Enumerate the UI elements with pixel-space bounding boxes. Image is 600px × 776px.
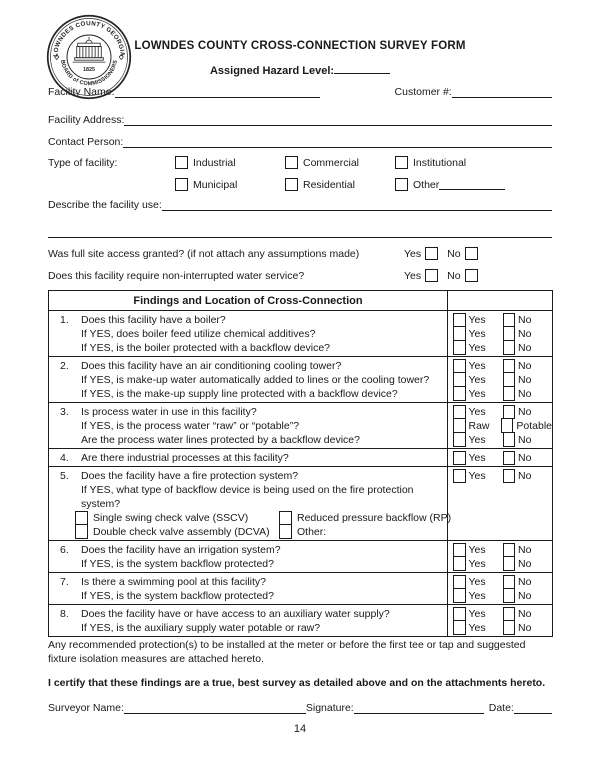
table-row: 1. Does this facility have a boiler? If YES, does boiler feed utilize chemical additives? If YES, is the boiler protected with a backflow device? Yes No Yes No Yes No	[49, 311, 553, 357]
certification-statement: I certify that these findings are a true, best survey as detailed above and on the attachments hereto.	[48, 677, 546, 689]
checkbox-yes[interactable]	[453, 432, 466, 447]
question-number: 1.	[60, 313, 69, 326]
courthouse-icon	[73, 37, 106, 62]
question-text: If YES, is the make-up supply line protected with a backflow device?	[81, 387, 398, 400]
checkbox-municipal[interactable]	[175, 178, 188, 191]
table-row: 3. Is process water in use in this facility? If YES, is the process water “raw” or “potable”? Are the process water lines protected by a backflow device? Yes No Raw Potable Yes No	[49, 403, 553, 449]
checkbox-yes[interactable]	[453, 340, 466, 355]
question-text: If YES, is the boiler protected with a backflow device?	[81, 341, 331, 354]
site-access-question	[48, 247, 552, 260]
checkbox-yes[interactable]	[453, 313, 466, 328]
signature-row	[48, 702, 552, 714]
checkbox-no[interactable]	[503, 432, 516, 447]
page-number: 14	[293, 722, 307, 735]
signature-input[interactable]	[354, 702, 484, 714]
describe-use-row	[48, 199, 552, 211]
describe-use-input[interactable]	[162, 199, 552, 211]
question-text: If YES, does boiler feed utilize chemical additives?	[81, 327, 316, 340]
table-row: 2. Does this facility have an air conditioning cooling tower? If YES, is make-up water automatically added to lines or the cooling tower? If YES, is the make-up supply line protected with a backflow device? Yes No Yes No Yes No	[49, 357, 553, 403]
checkbox-other-device[interactable]	[279, 524, 292, 539]
facility-name-input[interactable]	[115, 86, 320, 98]
checkbox-yes[interactable]	[453, 620, 466, 635]
checkbox-sscv[interactable]	[75, 511, 88, 526]
question-text: If YES, is the system backflow protected?	[81, 557, 274, 570]
svg-text:BOARD of COMMISSIONERS: BOARD of COMMISSIONERS	[58, 59, 119, 88]
facility-type-institutional[interactable]	[395, 156, 466, 169]
table-row: 5. Does the facility have a fire protection system? If YES, what type of backflow device is being used on the fire protection system? Single swing check valve (SSCV) Reduced pressure backflow (RP) Double check valve assembly (DCVA) Other: Yes No	[49, 467, 553, 541]
facility-type-section	[48, 156, 552, 191]
checkbox-no[interactable]	[503, 313, 516, 328]
question-text: If YES, is the system backflow protected?	[81, 589, 274, 602]
facility-address-label: Facility Address:	[48, 114, 125, 126]
institutional-label: Institutional	[413, 156, 467, 169]
checkbox-yes[interactable]	[453, 326, 466, 341]
question-number: 4.	[60, 451, 69, 464]
table-row: 7. Is there a swimming pool at this facility? If YES, is the system backflow protected? Yes No Yes No	[49, 573, 553, 605]
dcva-label: Double check valve assembly (DCVA)	[93, 525, 270, 538]
checkbox-no[interactable]	[503, 386, 516, 401]
checkbox-yes[interactable]	[453, 575, 466, 590]
checkbox-residential[interactable]	[285, 178, 298, 191]
describe-use-input-line2[interactable]	[48, 225, 552, 238]
checkbox-yes[interactable]	[453, 405, 466, 420]
site-access-text: Was full site access granted? (if not attach any assumptions made)	[48, 247, 360, 260]
no-label: No	[447, 269, 461, 282]
checkbox-no[interactable]	[465, 269, 478, 282]
commercial-label: Commercial	[303, 156, 360, 169]
table-header-row	[49, 291, 553, 311]
checkbox-raw[interactable]	[453, 418, 466, 433]
recommendation-note: Any recommended protection(s) to be installed at the meter or before the first tee or tap and suggested fixture isolation measures are attached hereto.	[48, 639, 526, 665]
checkbox-no[interactable]	[503, 543, 516, 558]
checkbox-no[interactable]	[503, 405, 516, 420]
checkbox-no[interactable]	[503, 588, 516, 603]
checkbox-no[interactable]	[503, 451, 516, 466]
facility-address-row	[48, 114, 552, 126]
date-input[interactable]	[514, 702, 552, 714]
table-row: 8. Does the facility have or have access to an auxiliary water supply? If YES, is the auxiliary supply water potable or raw? Yes No Yes No	[49, 605, 553, 637]
sscv-label: Single swing check valve (SSCV)	[93, 511, 249, 524]
customer-number-label: Customer #:	[394, 86, 452, 98]
hazard-level-input[interactable]	[334, 64, 390, 74]
facility-type-label: Type of facility:	[48, 157, 118, 169]
findings-table	[48, 290, 553, 637]
question-text: Is there a swimming pool at this facility?	[81, 575, 266, 588]
question-number: 2.	[60, 359, 69, 372]
water-service-question	[48, 269, 552, 282]
question-text: Does the facility have a fire protection system?	[81, 469, 299, 482]
residential-label: Residential	[303, 178, 355, 191]
question-number: 6.	[60, 543, 69, 556]
county-seal-logo	[46, 14, 132, 100]
question-number: 5.	[60, 469, 69, 482]
checkbox-no[interactable]	[465, 247, 478, 260]
facility-type-commercial[interactable]	[285, 156, 395, 169]
rp-label: Reduced pressure backflow (RP)	[297, 511, 452, 524]
yes-label: Yes	[404, 269, 422, 282]
no-label: No	[447, 247, 461, 260]
surveyor-name-label: Surveyor Name:	[48, 701, 124, 714]
municipal-label: Municipal	[193, 178, 238, 191]
checkbox-yes[interactable]	[453, 469, 466, 484]
checkbox-potable[interactable]	[501, 418, 514, 433]
industrial-label: Industrial	[193, 156, 236, 169]
checkbox-yes[interactable]	[453, 556, 466, 571]
water-service-text: Does this facility require non-interrupted water service?	[48, 269, 305, 282]
question-text: If YES, is make-up water automatically added to lines or the cooling tower?	[81, 373, 430, 386]
question-text: system?	[81, 497, 121, 510]
facility-name-label: Facility Name:	[48, 86, 115, 98]
question-text: Are the process water lines protected by a backflow device?	[81, 433, 360, 446]
question-text: If YES, is the process water “raw” or “potable”?	[81, 419, 300, 432]
facility-type-industrial[interactable]	[175, 156, 285, 169]
checkbox-no[interactable]	[503, 326, 516, 341]
checkbox-yes[interactable]	[453, 372, 466, 387]
checkbox-commercial[interactable]	[285, 156, 298, 169]
checkbox-yes[interactable]	[425, 247, 438, 260]
customer-number-input[interactable]	[452, 86, 552, 98]
contact-person-label: Contact Person:	[48, 136, 124, 148]
svg-text:LOWNDES COUNTY GEORGIA: LOWNDES COUNTY GEORGIA	[52, 20, 126, 57]
question-text: Does the facility have an irrigation system?	[81, 543, 281, 556]
checkbox-no[interactable]	[503, 607, 516, 622]
checkbox-no[interactable]	[503, 575, 516, 590]
facility-address-input[interactable]	[124, 114, 552, 126]
checkbox-no[interactable]	[503, 556, 516, 571]
checkbox-institutional[interactable]	[395, 156, 408, 169]
describe-use-label: Describe the facility use:	[48, 199, 162, 211]
other-device-label: Other:	[297, 525, 327, 538]
contact-person-row	[48, 136, 552, 148]
signature-label: Signature:	[305, 701, 354, 714]
hazard-level-label: Assigned Hazard Level:	[209, 65, 335, 77]
facility-type-municipal[interactable]	[175, 178, 285, 191]
question-text: Is process water in use in this facility?	[81, 405, 257, 418]
county-seal-icon	[46, 14, 132, 100]
checkbox-dcva[interactable]	[75, 524, 88, 539]
checkbox-no[interactable]	[503, 372, 516, 387]
checkbox-no[interactable]	[503, 340, 516, 355]
table-row: 6. Does the facility have an irrigation system? If YES, is the system backflow protected? Yes No Yes No	[49, 541, 553, 573]
checkbox-industrial[interactable]	[175, 156, 188, 169]
question-number: 3.	[60, 405, 69, 418]
question-number: 8.	[60, 607, 69, 620]
facility-type-residential[interactable]	[285, 178, 395, 191]
question-text: If YES, what type of backflow device is being used on the fire protection	[81, 483, 414, 496]
yes-label: Yes	[404, 247, 422, 260]
checkbox-yes[interactable]	[425, 269, 438, 282]
question-text: Does this facility have a boiler?	[81, 313, 226, 326]
svg-text:1825: 1825	[83, 66, 95, 73]
question-text: Does this facility have an air conditioning cooling tower?	[81, 359, 342, 372]
checkbox-yes[interactable]	[453, 588, 466, 603]
checkbox-rp[interactable]	[279, 511, 292, 526]
surveyor-name-input[interactable]	[124, 702, 306, 714]
checkbox-yes[interactable]	[453, 607, 466, 622]
checkbox-no[interactable]	[503, 469, 516, 484]
checkbox-yes[interactable]	[453, 386, 466, 401]
question-text: Does the facility have or have access to an auxiliary water supply?	[81, 607, 390, 620]
checkbox-yes[interactable]	[453, 451, 466, 466]
findings-header: Findings and Location of Cross-Connection	[49, 291, 448, 311]
other-input[interactable]	[439, 180, 505, 190]
question-number: 7.	[60, 575, 69, 588]
table-row: 4. Are there industrial processes at this facility? Yes No	[49, 449, 553, 467]
checkbox-no[interactable]	[503, 359, 516, 374]
checkbox-other[interactable]	[395, 178, 408, 191]
other-label: Other	[413, 178, 440, 191]
facility-type-other[interactable]	[395, 178, 505, 191]
answers-header-cell	[448, 291, 553, 311]
checkbox-no[interactable]	[503, 620, 516, 635]
form-title: LOWNDES COUNTY CROSS-CONNECTION SURVEY FORM	[134, 40, 466, 52]
checkbox-yes[interactable]	[453, 359, 466, 374]
question-text: If YES, is the auxiliary supply water potable or raw?	[81, 621, 321, 634]
contact-person-input[interactable]	[123, 136, 552, 148]
date-label: Date:	[488, 701, 514, 714]
checkbox-yes[interactable]	[453, 543, 466, 558]
question-text: Are there industrial processes at this facility?	[81, 451, 289, 464]
